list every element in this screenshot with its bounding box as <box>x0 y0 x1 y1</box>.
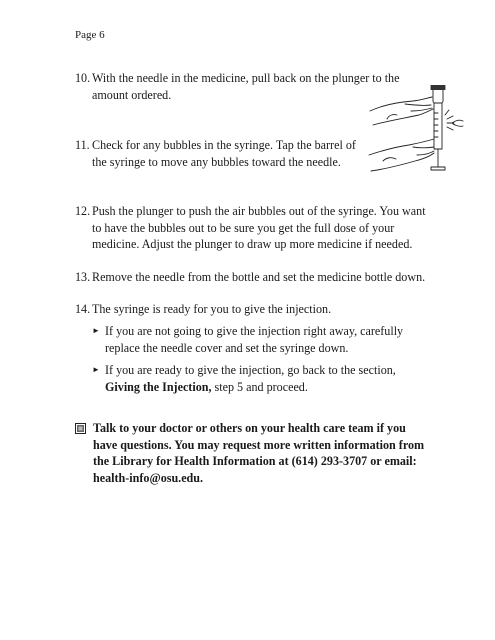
bullet-text-post: step 5 and proceed. <box>211 379 308 394</box>
step-number: 12. <box>75 204 91 218</box>
note-text: Talk to your doctor or others on your health care team if you have questions. You may request more written information from the Library for Health Information at (614) 293-3707 or email: health-info@osu.edu. <box>93 421 425 485</box>
bullet-item <box>92 323 417 356</box>
step-text: Remove the needle from the bottle and set the medicine bottle down. <box>92 270 426 284</box>
step-number: 13. <box>75 270 91 284</box>
step-number: 14. <box>75 302 91 316</box>
bullet-arrow-icon: ► <box>92 365 100 374</box>
note-square-icon <box>75 422 88 486</box>
step-number: 11. <box>75 138 90 152</box>
step-text: The syringe is ready for you to give the injection. <box>92 302 332 316</box>
hands-tapping-syringe-icon <box>365 85 465 185</box>
step-number: 10. <box>75 71 91 85</box>
bullet-arrow-icon: ► <box>92 326 100 335</box>
step-text: Push the plunger to push the air bubbles out of the syringe. You want to have the bubbles out to be sure you get the full dose of your medicine. Adjust the plunger to draw up more medicine if needed. <box>92 204 426 251</box>
step-text: With the needle in the medicine, pull back on the plunger to the amount ordered. <box>92 71 400 102</box>
bullet-text <box>105 362 417 395</box>
section-reference: Giving the Injection, <box>105 379 212 394</box>
step-14 <box>75 301 427 318</box>
step-13 <box>75 269 427 286</box>
bullet-text: If you are not going to give the injection right away, carefully replace the needle cover and set the syringe down. <box>105 324 404 355</box>
contact-note <box>75 420 425 486</box>
step-text: Check for any bubbles in the syringe. Tap the barrel of the syringe to move any bubbles toward the needle. <box>92 138 356 169</box>
bullet-item <box>92 362 417 395</box>
step-12 <box>75 203 427 253</box>
bullet-text-pre: If you are ready to give the injection, go back to the section, <box>105 363 396 377</box>
page-label: Page 6 <box>75 29 105 41</box>
step-11 <box>75 137 367 170</box>
